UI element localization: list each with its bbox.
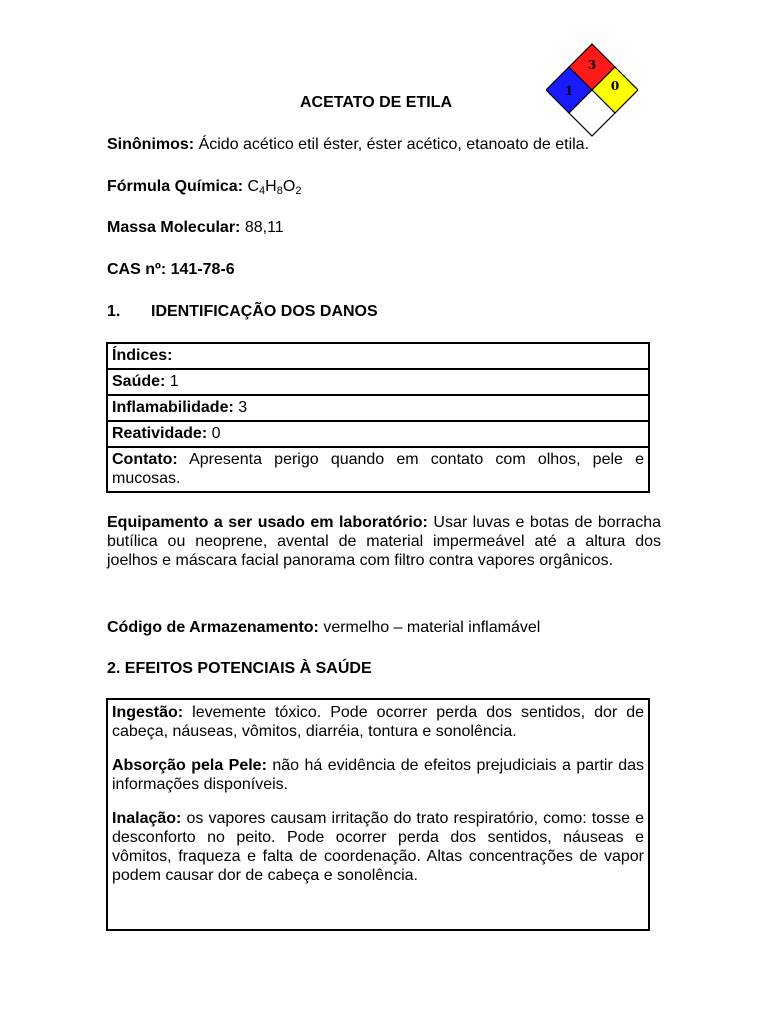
section-1-number: 1. <box>107 303 121 320</box>
nfpa-reactivity-value: 0 <box>610 79 620 93</box>
indices-table <box>106 342 650 493</box>
equipment-value: Usar luvas e botas de borracha butílica ou neoprene, avental de material impermeável até a altura dos joelhos e máscara facial panorama com filtro contra vapores orgânicos. <box>107 514 661 569</box>
skin-absorption-paragraph: Absorção pela Pele: não há evidência de efeitos prejudiciais a partir das informações disponíveis. <box>112 757 645 793</box>
section-2-heading: 2. EFEITOS POTENCIAIS À SAÚDE <box>107 660 372 677</box>
synonyms-label: Sinônimos: <box>107 136 195 153</box>
formula-value: $C_4H_8O_2$ <box>247 178 302 197</box>
indices-contact-row: Contato: Apresenta perigo quando em contato com olhos, pele e mucosas. <box>108 446 648 491</box>
molecular-mass-value: 88,11 <box>244 219 284 236</box>
formula-label: Fórmula Química: <box>107 178 244 195</box>
nfpa-hazard-diamond-icon <box>546 43 638 137</box>
section-1-title: IDENTIFICAÇÃO DOS DANOS <box>151 303 378 320</box>
nfpa-health-value: 1 <box>564 84 574 98</box>
indices-reactivity-row: Reatividade: 0 <box>108 420 648 446</box>
synonyms-line <box>107 135 589 154</box>
indices-health-row: Saúde: 1 <box>108 368 648 394</box>
storage-code-label: Código de Armazenamento: <box>107 619 319 636</box>
equipment-paragraph <box>107 513 661 570</box>
cas-line <box>107 260 235 279</box>
storage-code-value: vermelho – material inflamável <box>323 619 541 636</box>
indices-flammability-row: Inflamabilidade: 3 <box>108 394 648 420</box>
molecular-mass-label: Massa Molecular: <box>107 219 241 236</box>
ingestion-paragraph: Ingestão: levemente tóxico. Pode ocorrer perda dos sentidos, dor de cabeça, náuseas, vômitos, diarréia, tontura e sonolência. <box>112 704 644 740</box>
section-1-heading <box>107 302 378 321</box>
indices-header-row: Índices: <box>112 347 173 364</box>
storage-code-line <box>107 618 540 637</box>
nfpa-flammability-value: 3 <box>587 58 597 72</box>
cas-value: 141-78-6 <box>170 261 235 278</box>
synonyms-value: Ácido acético etil éster, éster acético, etanoato de etila. <box>198 136 590 153</box>
health-effects-box <box>106 698 650 931</box>
cas-label: CAS nº: <box>107 261 167 278</box>
equipment-label: Equipamento a ser usado em laboratório: <box>107 514 428 531</box>
document-title: ACETATO DE ETILA <box>300 94 452 111</box>
molecular-mass-line <box>107 218 284 237</box>
formula-line <box>107 177 301 196</box>
inhalation-paragraph: Inalação: os vapores causam irritação do trato respiratório, como: tosse e desconforto no peito. Pode ocorrer perda dos sentidos, náuseas e vômitos, fraqueza e falta de coordenação. Altas concentrações de vapor podem causar dor de cabeça e sonolência. <box>112 810 644 884</box>
